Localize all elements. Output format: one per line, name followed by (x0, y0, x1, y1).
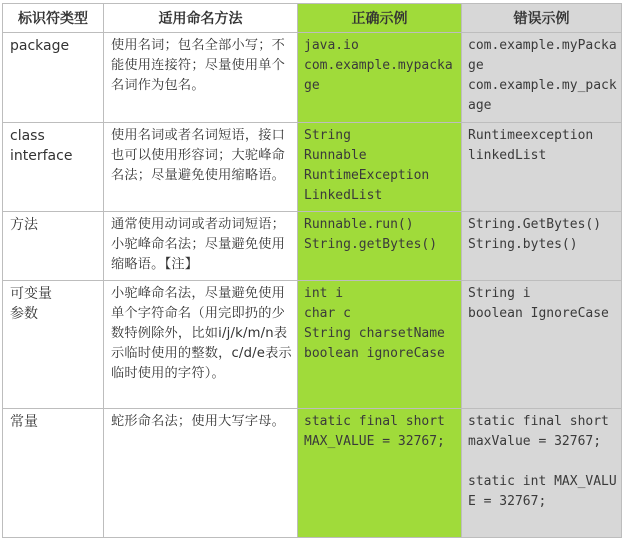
header-row (3, 4, 622, 33)
code-example-line: boolean IgnoreCase (468, 306, 609, 321)
code-example-line: java.io (304, 38, 359, 53)
naming-rule-cell: 蛇形命名法；使用大写字母。 (104, 409, 298, 538)
naming-rule-cell: 使用名词；包名全部小写；不能使用连接符；尽量使用单个名词作为包名。 (104, 33, 298, 123)
table-row (3, 409, 622, 538)
identifier-type-text: interface (10, 148, 73, 164)
header-identifier-type: 标识符类型 (3, 4, 104, 33)
code-example-line: Runnable.run() (304, 217, 414, 232)
wrong-example-cell (462, 281, 622, 409)
code-example-line: Runnable (304, 148, 367, 163)
wrong-example-cell (462, 212, 622, 281)
table-body (3, 33, 622, 538)
correct-example-cell (298, 33, 462, 123)
identifier-type-text: 参数 (10, 306, 38, 322)
correct-example-cell (298, 212, 462, 281)
table-header (3, 4, 622, 33)
table-row (3, 212, 622, 281)
code-example-line: String i (468, 286, 531, 301)
wrong-example-cell (462, 409, 622, 538)
identifier-type-text: 方法 (10, 217, 38, 233)
naming-rule-cell: 通常使用动词或者动词短语；小驼峰命名法；尽量避免使用缩略语。【注】 (104, 212, 298, 281)
identifier-type-cell (3, 281, 104, 409)
naming-convention-table (2, 3, 622, 538)
table-row (3, 123, 622, 212)
code-example-line: String.GetBytes() (468, 217, 602, 232)
code-example-line: boolean ignoreCase (304, 346, 445, 361)
code-gap (468, 452, 617, 472)
header-correct-example: 正确示例 (298, 4, 462, 33)
identifier-type-text: package (10, 38, 70, 54)
code-example-line: com.example.mypackage (304, 58, 453, 93)
code-example-line: static int MAX_VALUE = 32767; (468, 474, 617, 509)
code-example-line: String.bytes() (468, 237, 578, 252)
code-example-line: Runtimeexception (468, 128, 594, 143)
wrong-example-cell (462, 33, 622, 123)
code-example-line: RuntimeException (304, 168, 430, 183)
identifier-type-cell (3, 33, 104, 123)
code-example-line: char c (304, 306, 351, 321)
naming-rule-cell: 小驼峰命名法，尽量避免使用单个字符命名（用完即扔的少数特例除外，比如i/j/k/m/n表示临时使用的整数，c/d/e表示临时使用的字符）。 (104, 281, 298, 409)
code-example-line: com.example.my_package (468, 78, 617, 113)
table-row (3, 281, 622, 409)
code-example-line: String (304, 128, 351, 143)
code-example-line: LinkedList (304, 188, 383, 203)
code-example-line: linkedList (468, 148, 547, 163)
identifier-type-text: 可变量 (10, 286, 52, 302)
identifier-type-cell (3, 409, 104, 538)
correct-example-cell (298, 281, 462, 409)
code-example-line: String charsetName (304, 326, 445, 341)
code-example-line: int i (304, 286, 344, 301)
wrong-example-cell (462, 123, 622, 212)
code-example-line: String.getBytes() (304, 237, 438, 252)
header-wrong-example: 错误示例 (462, 4, 622, 33)
code-example-line: static final short MAX_VALUE = 32767; (304, 414, 453, 449)
code-example-line: static final short maxValue = 32767; (468, 414, 617, 449)
identifier-type-text: class (10, 128, 45, 144)
identifier-type-cell (3, 212, 104, 281)
code-example-line: com.example.myPackage (468, 38, 617, 73)
header-naming-rule: 适用命名方法 (104, 4, 298, 33)
correct-example-cell (298, 409, 462, 538)
correct-example-cell (298, 123, 462, 212)
table-row (3, 33, 622, 123)
identifier-type-cell (3, 123, 104, 212)
identifier-type-text: 常量 (10, 414, 38, 430)
naming-rule-cell: 使用名词或者名词短语，接口也可以使用形容词；大驼峰命名法；尽量避免使用缩略语。 (104, 123, 298, 212)
